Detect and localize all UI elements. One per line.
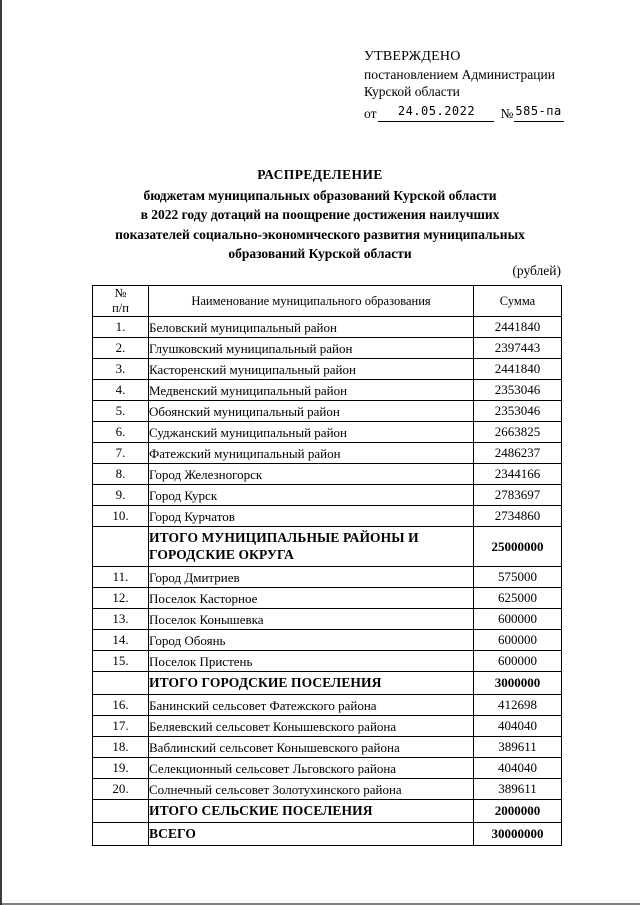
row-sum: 2663825 [474, 422, 562, 443]
table-row [93, 716, 562, 737]
table-header [93, 286, 562, 317]
row-municipality-name: Обоянский муниципальный район [149, 401, 474, 422]
column-header-sum: Сумма [474, 286, 562, 317]
table-row [93, 630, 562, 651]
distribution-table [92, 285, 562, 846]
row-sum: 2000000 [474, 800, 562, 823]
row-sum: 625000 [474, 588, 562, 609]
approval-block [364, 48, 594, 122]
title-line-5: образований Курской области [228, 246, 412, 261]
row-number: 17. [93, 716, 149, 737]
row-sum: 600000 [474, 630, 562, 651]
table-row [93, 695, 562, 716]
row-municipality-name: Глушковский муниципальный район [149, 338, 474, 359]
approval-dateline [364, 103, 594, 123]
row-sum: 2441840 [474, 359, 562, 380]
row-sum: 2486237 [474, 443, 562, 464]
table-row [93, 737, 562, 758]
table-row [93, 567, 562, 588]
row-number: 16. [93, 695, 149, 716]
row-sum: 389611 [474, 737, 562, 758]
row-sum: 600000 [474, 609, 562, 630]
row-sum: 412698 [474, 695, 562, 716]
table-total-row [93, 800, 562, 823]
row-number [93, 800, 149, 823]
column-header-name: Наименование муниципального образования [149, 286, 474, 317]
row-sum: 2344166 [474, 464, 562, 485]
table-row [93, 380, 562, 401]
row-number: 15. [93, 651, 149, 672]
title-line-2: бюджетам муниципальных образований Курской области [143, 187, 497, 203]
row-sum: 25000000 [474, 527, 562, 567]
table-header-row [93, 286, 562, 317]
date-value: 24.05.2022 [378, 103, 494, 123]
row-number: 14. [93, 630, 149, 651]
title-line-3: в 2022 году дотаций на поощрение достижения наилучших [140, 207, 500, 222]
row-number: 19. [93, 758, 149, 779]
row-municipality-name: Город Курчатов [149, 506, 474, 527]
row-municipality-name: Суджанский муниципальный район [149, 422, 474, 443]
row-number: 20. [93, 779, 149, 800]
column-header-number-line1: № [114, 286, 127, 300]
row-municipality-name: Город Курск [149, 485, 474, 506]
row-municipality-name: Беляевский сельсовет Конышевского района [149, 716, 474, 737]
row-municipality-name: Город Железногорск [149, 464, 474, 485]
row-sum: 389611 [474, 779, 562, 800]
date-label: от [364, 105, 377, 121]
table-row [93, 506, 562, 527]
row-municipality-name: Медвенский муниципальный район [149, 380, 474, 401]
row-sum: 575000 [474, 567, 562, 588]
page-title [60, 165, 580, 264]
row-municipality-name: Город Обоянь [149, 630, 474, 651]
table-total-row [93, 672, 562, 695]
row-number: 2. [93, 338, 149, 359]
title-line-4: показателей социально-экономического развития муниципальных [115, 226, 525, 242]
title-heading: РАСПРЕДЕЛЕНИЕ [257, 167, 383, 182]
row-municipality-name: ИТОГО МУНИЦИПАЛЬНЫЕ РАЙОНЫ И ГОРОДСКИЕ ОКРУГА [149, 527, 474, 567]
table-row [93, 758, 562, 779]
row-number: 5. [93, 401, 149, 422]
row-municipality-name: Селекционный сельсовет Льговского района [149, 758, 474, 779]
row-number: 10. [93, 506, 149, 527]
row-municipality-name: Поселок Касторное [149, 588, 474, 609]
row-number: 13. [93, 609, 149, 630]
table-row [93, 588, 562, 609]
row-sum: 2353046 [474, 380, 562, 401]
table-row [93, 609, 562, 630]
table-row [93, 779, 562, 800]
column-header-number [93, 286, 149, 317]
row-municipality-name: Город Дмитриев [149, 567, 474, 588]
row-number: 7. [93, 443, 149, 464]
row-sum: 2397443 [474, 338, 562, 359]
table-total-row [93, 823, 562, 846]
row-number [93, 823, 149, 846]
row-municipality-name: Фатежский муниципальный район [149, 443, 474, 464]
row-number: 11. [93, 567, 149, 588]
column-header-number-line2: п/п [112, 301, 129, 315]
row-sum: 404040 [474, 716, 562, 737]
table-row [93, 464, 562, 485]
row-number: 12. [93, 588, 149, 609]
row-municipality-name: Беловский муниципальный район [149, 317, 474, 338]
table-row [93, 422, 562, 443]
row-number: 8. [93, 464, 149, 485]
approval-line-3: Курской области [364, 84, 460, 99]
row-sum: 2441840 [474, 317, 562, 338]
approval-line-2: постановлением Администрации [364, 66, 555, 82]
table-row [93, 317, 562, 338]
row-municipality-name: ИТОГО СЕЛЬСКИЕ ПОСЕЛЕНИЯ [149, 800, 474, 823]
row-municipality-name: ИТОГО ГОРОДСКИЕ ПОСЕЛЕНИЯ [149, 672, 474, 695]
row-sum: 2353046 [474, 401, 562, 422]
row-municipality-name: Ваблинский сельсовет Конышевского района [149, 737, 474, 758]
row-number [93, 672, 149, 695]
row-municipality-name: Касторенский муниципальный район [149, 359, 474, 380]
row-number: 3. [93, 359, 149, 380]
table-row [93, 485, 562, 506]
row-sum: 2734860 [474, 506, 562, 527]
row-number: 1. [93, 317, 149, 338]
table-body [93, 317, 562, 846]
table-row [93, 443, 562, 464]
row-municipality-name: Поселок Конышевка [149, 609, 474, 630]
page-edge-left [0, 0, 2, 905]
table-row [93, 359, 562, 380]
row-number: 6. [93, 422, 149, 443]
table-row [93, 651, 562, 672]
row-number: 9. [93, 485, 149, 506]
units-caption: (рублей) [512, 263, 561, 278]
table-total-row [93, 527, 562, 567]
row-municipality-name: Поселок Пристень [149, 651, 474, 672]
table-row [93, 338, 562, 359]
row-municipality-name: ВСЕГО [149, 823, 474, 846]
table-row [93, 401, 562, 422]
row-sum: 404040 [474, 758, 562, 779]
row-sum: 3000000 [474, 672, 562, 695]
row-number [93, 527, 149, 567]
row-sum: 30000000 [474, 823, 562, 846]
document-number: 585-па [514, 103, 563, 123]
row-municipality-name: Солнечный сельсовет Золотухинского района [149, 779, 474, 800]
number-symbol: № [500, 105, 514, 121]
row-number: 4. [93, 380, 149, 401]
approval-line-1: УТВЕРЖДЕНО [364, 49, 461, 64]
row-municipality-name: Банинский сельсовет Фатежского района [149, 695, 474, 716]
row-sum: 2783697 [474, 485, 562, 506]
row-sum: 600000 [474, 651, 562, 672]
row-number: 18. [93, 737, 149, 758]
